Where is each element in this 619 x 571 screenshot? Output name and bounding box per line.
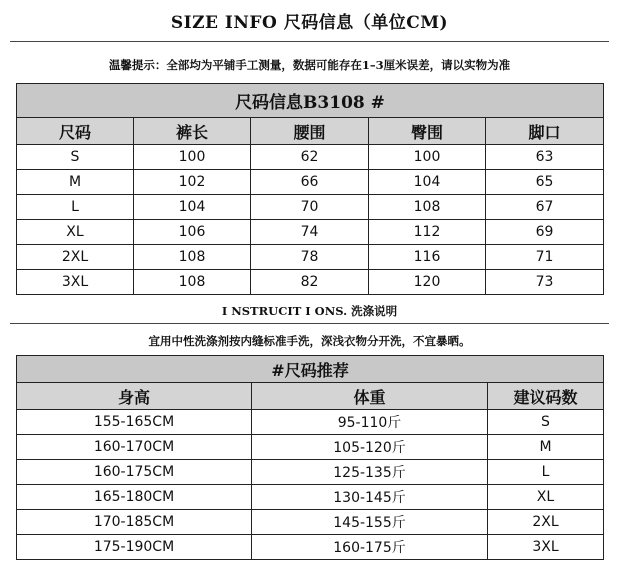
table-cell: 82 (251, 270, 369, 295)
size-info-table (16, 83, 604, 295)
waist-col-header: 腰围 (251, 118, 369, 145)
table-cell: XL (17, 220, 134, 245)
table-cell: 104 (134, 195, 251, 220)
table-cell: 62 (251, 145, 369, 170)
table-row (17, 195, 604, 220)
table-cell: 95-110斤 (252, 410, 488, 435)
table-cell: 100 (134, 145, 251, 170)
table-cell: 165-180CM (17, 485, 252, 510)
table-cell: 74 (251, 220, 369, 245)
height-col-header: 身高 (17, 383, 252, 410)
length-col-header: 裤长 (134, 118, 251, 145)
instructions-divider (10, 323, 609, 324)
recommended-size-col-header: 建议码数 (488, 383, 604, 410)
table-row (17, 410, 604, 435)
table-cell: 175-190CM (17, 535, 252, 560)
measurement-notice: 温馨提示：全部均为平铺手工测量，数据可能存在1–3厘米误差，请以实物为准 (108, 58, 511, 72)
table-cell: 120 (369, 270, 486, 295)
table-cell: 160-175斤 (252, 535, 488, 560)
table-cell: 130-145斤 (252, 485, 488, 510)
table-cell: 170-185CM (17, 510, 252, 535)
table-row (17, 245, 604, 270)
table-row (17, 220, 604, 245)
table-cell: 160-175CM (17, 460, 252, 485)
hem-col-header: 脚口 (486, 118, 604, 145)
page-title: SIZE INFO 尺码信息（单位CM) (170, 13, 449, 33)
title-divider (10, 41, 609, 42)
table-row (17, 485, 604, 510)
table-cell: 100 (369, 145, 486, 170)
table-cell: S (488, 410, 604, 435)
table-cell: 155-165CM (17, 410, 252, 435)
size-table-title: 尺码信息B3108 # (17, 84, 604, 118)
table-cell: 108 (134, 245, 251, 270)
weight-col-header: 体重 (252, 383, 488, 410)
table-cell: 2XL (488, 510, 604, 535)
instructions-heading: I NSTRUCIT I ONS. 洗涤说明 (221, 304, 398, 318)
table-cell: 105-120斤 (252, 435, 488, 460)
size-col-header: 尺码 (17, 118, 134, 145)
table-cell: 73 (486, 270, 604, 295)
table-cell: 3XL (17, 270, 134, 295)
table-cell: 71 (486, 245, 604, 270)
table-row (17, 145, 604, 170)
care-instructions: 宜用中性洗涤剂按内缝标准手洗，深浅衣物分开洗，不宜暴晒。 (148, 334, 471, 348)
table-cell: 125-135斤 (252, 460, 488, 485)
table-cell: 66 (251, 170, 369, 195)
table-row (17, 460, 604, 485)
table-cell: 65 (486, 170, 604, 195)
table-cell: 145-155斤 (252, 510, 488, 535)
table-cell: 69 (486, 220, 604, 245)
table-cell: 160-170CM (17, 435, 252, 460)
table-cell: L (488, 460, 604, 485)
hip-col-header: 臀围 (369, 118, 486, 145)
table-cell: 67 (486, 195, 604, 220)
table-cell: 3XL (488, 535, 604, 560)
table-cell: 2XL (17, 245, 134, 270)
table-row (17, 435, 604, 460)
table-cell: 102 (134, 170, 251, 195)
table-cell: 106 (134, 220, 251, 245)
table-row (17, 535, 604, 560)
table-row (17, 170, 604, 195)
table-cell: 104 (369, 170, 486, 195)
table-cell: 70 (251, 195, 369, 220)
table-cell: XL (488, 485, 604, 510)
table-cell: S (17, 145, 134, 170)
table-cell: 63 (486, 145, 604, 170)
table-cell: M (17, 170, 134, 195)
table-cell: M (488, 435, 604, 460)
table-row (17, 510, 604, 535)
table-cell: 108 (369, 195, 486, 220)
table-row (17, 270, 604, 295)
rec-table-title: #尺码推荐 (17, 356, 604, 383)
table-cell: 112 (369, 220, 486, 245)
table-cell: 108 (134, 270, 251, 295)
table-cell: 116 (369, 245, 486, 270)
table-cell: L (17, 195, 134, 220)
size-recommendation-table (16, 355, 604, 560)
table-cell: 78 (251, 245, 369, 270)
